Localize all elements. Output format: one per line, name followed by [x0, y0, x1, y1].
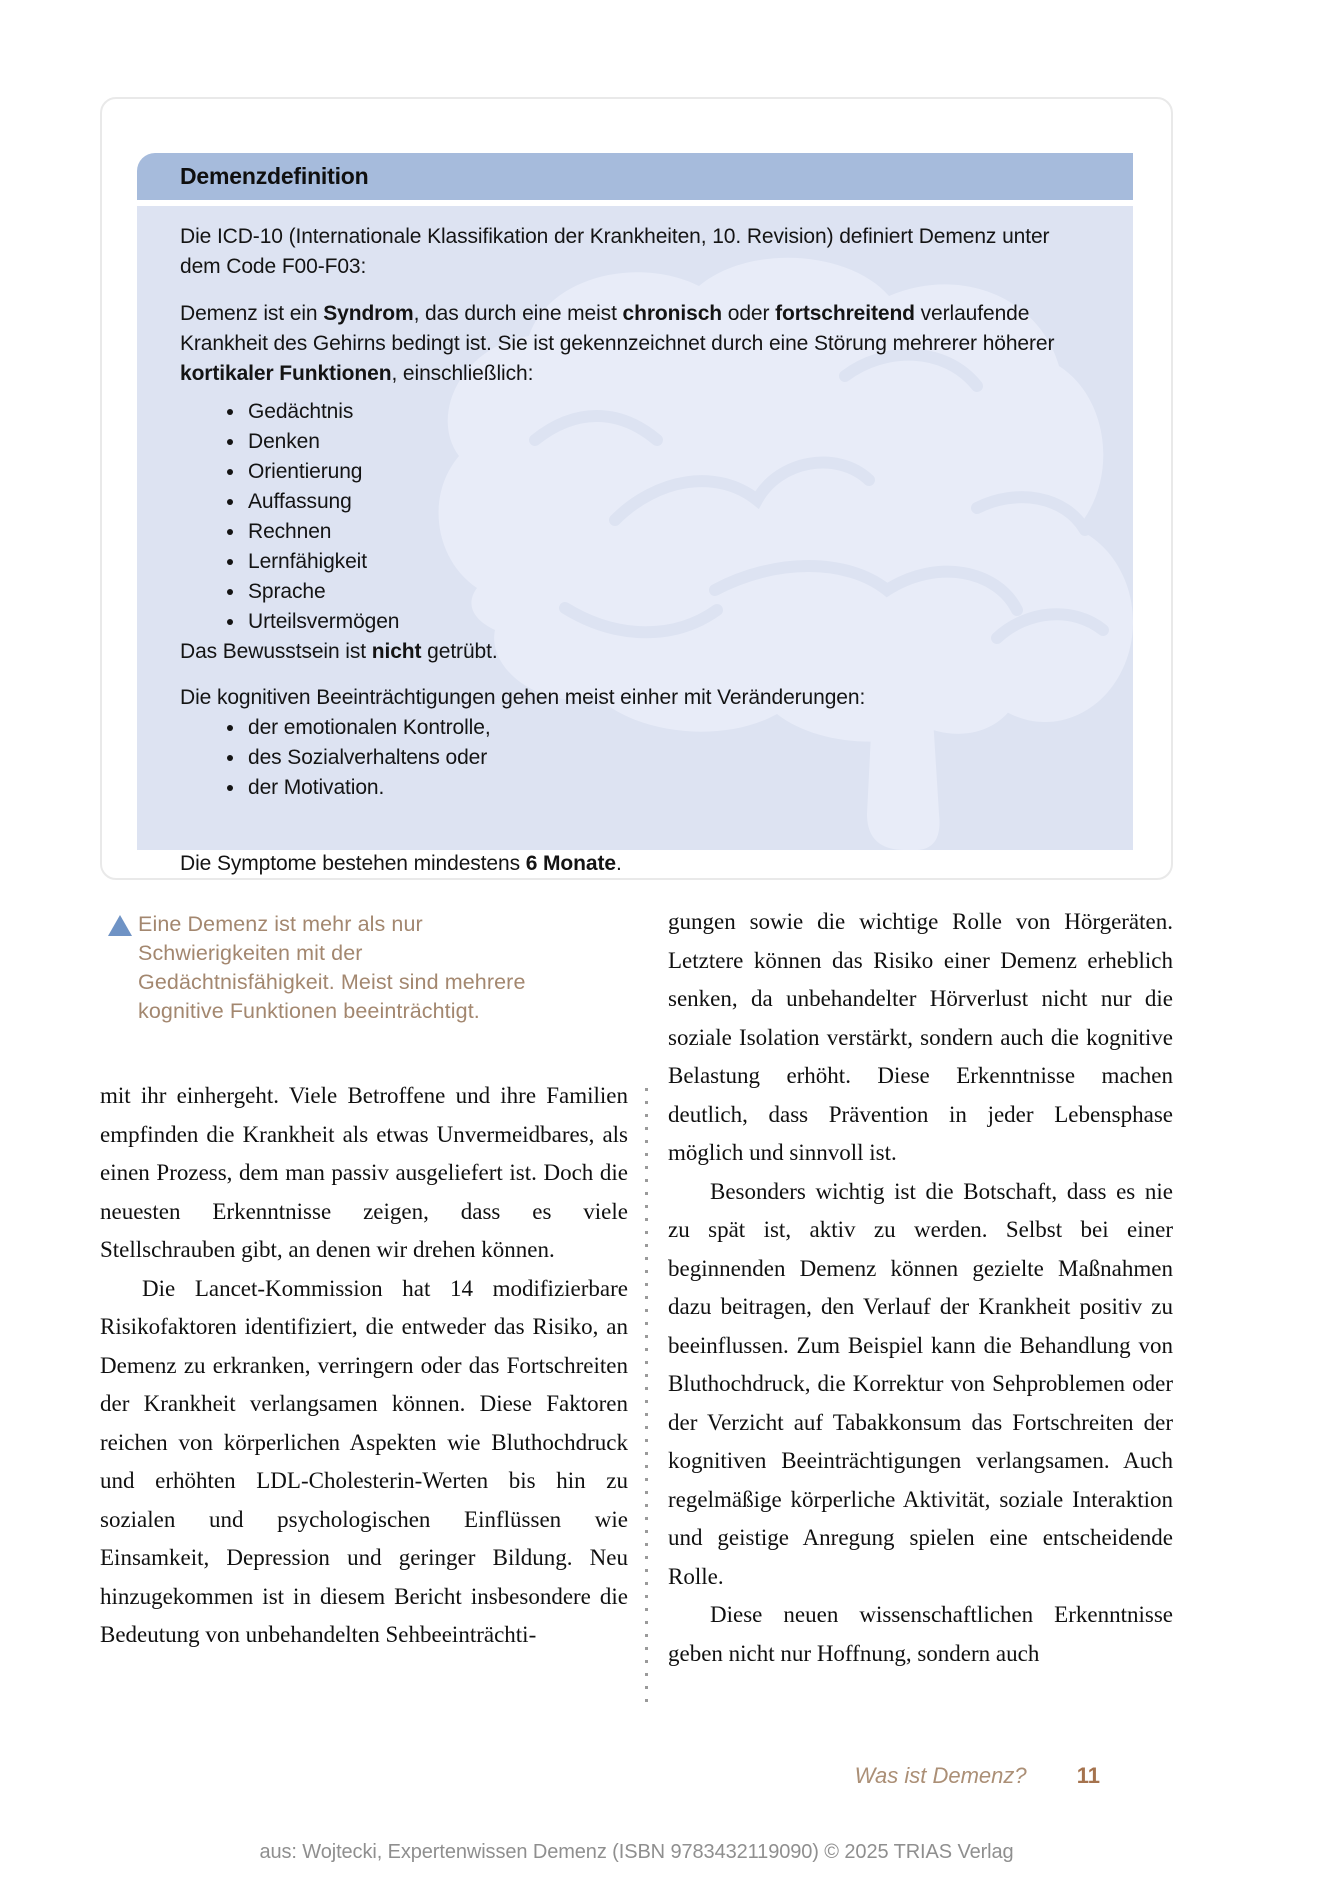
- definition-intro: Die ICD-10 (Internationale Klassifikation der Krankheiten, 10. Revision) definiert Demenz unter dem Code F00-F03:: [180, 225, 1050, 278]
- note-text: Eine Demenz ist mehr als nur Schwierigkeiten mit der Gedächtnisfähigkeit. Meist sind mehrere kognitive Funktionen beeinträchtigt.: [138, 912, 526, 1023]
- key-message-note: [108, 910, 540, 1026]
- list-item: Auffassung: [180, 487, 1088, 517]
- cortical-functions-list: [180, 397, 1088, 637]
- definition-text: Demenz ist ein Syndrom, das durch eine meist chronisch oder fortschreitend verlaufende Krankheit des Gehirns bedingt ist. Sie ist gekennzeichnet durch eine Störung mehrerer höherer kortikaler Funktionen, einschließlich:: [180, 302, 1055, 385]
- consciousness-note: Das Bewusstsein ist nicht getrübt.: [180, 640, 498, 663]
- definition-box-title: Demenzdefinition: [180, 163, 369, 189]
- paragraph: mit ihr einhergeht. Viele Betroffene und ihre Familien empfinden die Krankheit als etwas Unvermeidbares, als einen Prozess, dem man passiv ausgeliefert ist. Doch die neuesten Erkenntnisse zeigen, dass es viele Stellschrauben gibt, an denen wir drehen können.: [100, 1083, 628, 1262]
- definition-box-body: [137, 206, 1133, 875]
- list-item: Rechnen: [180, 517, 1088, 547]
- list-item: Urteilsvermögen: [180, 607, 1088, 637]
- body-column-left: [100, 1077, 628, 1655]
- note-triangle-icon: [108, 915, 132, 936]
- list-item: des Sozialverhaltens oder: [180, 743, 1088, 773]
- paragraph: Die Lancet-Kommission hat 14 modifizierbare Risikofaktoren identifiziert, die entweder das Risiko, an Demenz zu erkranken, verringern oder das Fortschreiten der Krankheit verlangsamen können. Diese Faktoren reichen von körperlichen Aspekten wie Bluthochdruck und erhöhten LDL-Cholesterin-Werten bis hin zu sozialen und psychologischen Einflüssen wie Einsamkeit, Depression und geringer Bildung. Neu hinzugekommen ist in diesem Bericht insbesondere die Bedeutung von unbehandelten Sehbeeinträchti-: [100, 1275, 628, 1647]
- paragraph: Diese neuen wissenschaftlichen Erkenntnisse geben nicht nur Hoffnung, sondern auch: [668, 1602, 1173, 1666]
- symptom-duration-note: Die Symptome bestehen mindestens 6 Monate.: [180, 852, 622, 875]
- impairments-intro: Die kognitiven Beeinträchtigungen gehen meist einher mit Veränderungen:: [180, 686, 866, 709]
- page-number: 11: [1076, 1763, 1100, 1788]
- list-item: Sprache: [180, 577, 1088, 607]
- paragraph: gungen sowie die wichtige Rolle von Hörgeräten. Letztere können das Risiko einer Demenz erheblich senken, da unbehandelter Hörverlust nicht nur die soziale Isolation verstärkt, sondern auch die kognitive Belastung erhöht. Diese Erkenntnisse machen deutlich, dass Prävention in jeder Lebensphase möglich und sinnvoll ist.: [668, 909, 1173, 1165]
- definition-box-header: [137, 153, 1133, 200]
- definition-box-content: [137, 206, 1133, 879]
- impairments-list: [180, 713, 1088, 803]
- body-column-right: [668, 903, 1173, 1673]
- list-item: Gedächtnis: [180, 397, 1088, 427]
- chapter-title: Was ist Demenz?: [854, 1763, 1027, 1788]
- column-divider: [645, 1088, 648, 1710]
- paragraph: Besonders wichtig ist die Botschaft, dass es nie zu spät ist, aktiv zu werden. Selbst bei einer beginnenden Demenz können gezielte Maßnahmen dazu beitragen, den Verlauf der Krankheit positiv zu beeinflussen. Zum Beispiel kann die Behandlung von Bluthochdruck, die Korrektur von Sehproblemen oder der Verzicht auf Tabakkonsum das Fortschreiten der kognitiven Beeinträchtigungen verlangsamen. Auch regelmäßige körperliche Aktivität, soziale Interaktion und geistige Anregung spielen eine entscheidende Rolle.: [668, 1178, 1173, 1589]
- list-item: Denken: [180, 427, 1088, 457]
- list-item: Lernfähigkeit: [180, 547, 1088, 577]
- list-item: der emotionalen Kontrolle,: [180, 713, 1088, 743]
- definition-box: [137, 153, 1133, 875]
- list-item: der Motivation.: [180, 773, 1088, 803]
- source-credit: aus: Wojtecki, Expertenwissen Demenz (ISBN 9783432119090) © 2025 TRIAS Verlag: [259, 1841, 1014, 1863]
- list-item: Orientierung: [180, 457, 1088, 487]
- page-footer: [100, 1763, 1100, 1789]
